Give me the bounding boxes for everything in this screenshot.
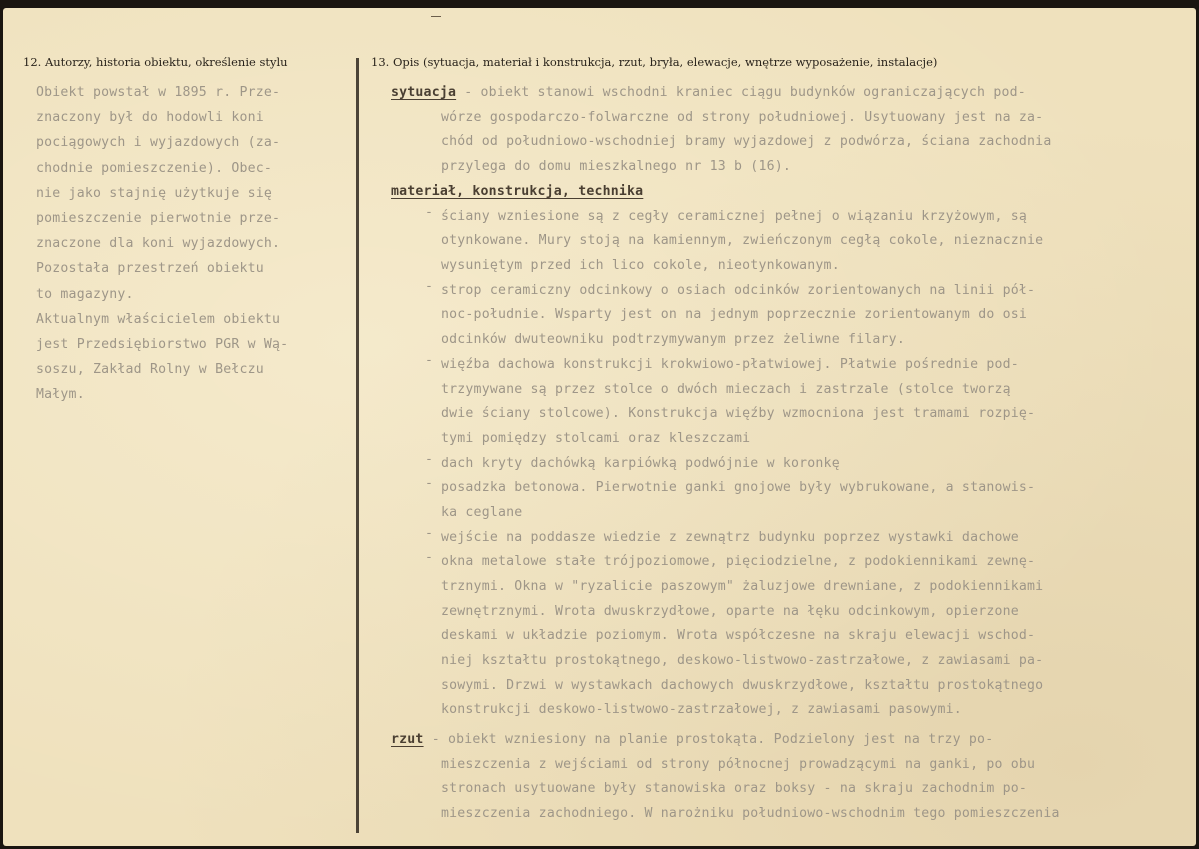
rzut-line: stronach usytuowane były stanowiska oraz boksy - na skraju zachodnim po- xyxy=(441,781,1028,797)
history-line: to magazyny. xyxy=(36,286,134,302)
history-line: nie jako stajnię użytkuje się xyxy=(36,185,273,201)
bullet-line: trznymi. Okna w "ryzalicie paszowym" żaluzjowe drewniane, z podokiennikami xyxy=(441,579,1044,594)
bullet-line: dwie ściany stolcowe). Konstrukcja więźby wzmocniona jest tramami rozpię- xyxy=(441,406,1036,422)
bullet-line: tymi pomiędzy stolcami oraz kleszczami xyxy=(441,430,751,446)
history-line: Pozostała przestrzeń obiektu xyxy=(36,261,264,277)
bullet-line: strop ceramiczny odcinkowy o osiach odcinków zorientowanych na linii pół- xyxy=(441,282,1036,298)
bullet-dash: - xyxy=(425,476,434,492)
bullet-line: posadzka betonowa. Pierwotnie ganki gnojowe były wybrukowane, a stanowis- xyxy=(441,480,1036,496)
material-heading-line xyxy=(391,180,1043,205)
sytuacja-heading: sytuacja xyxy=(391,85,457,100)
bullet-line: wysuniętym przed ich lico cokole, nieotynkowanym. xyxy=(441,258,840,274)
bullet-dash: - xyxy=(425,525,434,541)
history-line: Obiekt powstał w 1895 r. Prze- xyxy=(36,85,281,100)
bullet-line: deskami w układzie poziomym. Wrota współczesne na skraju elewacji wschod- xyxy=(441,628,1036,644)
material-section xyxy=(391,180,1043,723)
sytuacja-line: chód od południowo-wschodniej bramy wyjazdowej z podwórza, ściana zachodnia xyxy=(441,134,1052,150)
bullet-line: okna metalowe stałe trójpoziomowe, pięciodzielne, z podokiennikami zewnę- xyxy=(441,554,1036,570)
margin-mark xyxy=(431,16,441,17)
bullet-line: sowymi. Drzwi w wystawkach dachowych dwuskrzydłowe, kształtu prostokątnego xyxy=(441,677,1044,693)
rzut-line: mieszczenia z wejściami od strony północnej prowadzącymi na ganki, po obu xyxy=(441,756,1036,772)
history-line: znaczony był do hodowli koni xyxy=(36,110,264,126)
material-bullet xyxy=(391,452,1043,477)
bullet-line: dach kryty dachówką karpiówką podwójnie w koronkę xyxy=(441,455,840,471)
history-line: pomieszczenie pierwotnie prze- xyxy=(36,210,281,226)
material-bullet xyxy=(391,279,1043,353)
sytuacja-section xyxy=(391,81,1051,180)
material-bullet xyxy=(391,476,1043,525)
sytuacja-line: wórze gospodarczo-folwarczne od strony południowej. Usytuowany jest na za- xyxy=(441,109,1044,125)
history-line: soszu, Zakład Rolny w Bełczu xyxy=(36,362,264,378)
material-bullet xyxy=(391,205,1043,279)
sytuacja-text: - obiekt stanowi wschodni kraniec ciągu budynków ograniczających pod- xyxy=(456,85,1026,100)
bullet-line: noc-południe. Wsparty jest on na jednym poprzecznie zorientowanym do osi xyxy=(441,307,1028,323)
history-line: Aktualnym właścicielem obiektu xyxy=(36,311,281,327)
history-line: znaczone dla koni wyjazdowych. xyxy=(36,236,281,252)
sytuacja-first-line xyxy=(391,81,1051,106)
bullet-line: otynkowane. Mury stoją na kamiennym, zwieńczonym cegłą cokole, nieznacznie xyxy=(441,233,1044,249)
rzut-text: - obiekt wzniesiony na planie prostokąta. Podzielony jest na trzy po- xyxy=(423,732,994,747)
bullet-line: konstrukcji deskowo-listwowo-zastrzałowej, z zawiasami pasowymi. xyxy=(441,702,962,718)
history-line: pociągowych i wyjazdowych (za- xyxy=(36,135,281,151)
material-heading: materiał, konstrukcja, technika xyxy=(391,184,644,199)
bullet-dash: - xyxy=(425,352,434,368)
bullet-line: zewnętrznymi. Wrota dwuskrzydłowe, oparte na łęku odcinkowym, opierzone xyxy=(441,603,1019,619)
document-sheet xyxy=(3,8,1196,846)
bullet-line: ka ceglane xyxy=(441,504,523,520)
bullet-dash: - xyxy=(425,451,434,467)
material-bullet xyxy=(391,353,1043,452)
material-bullet xyxy=(391,526,1043,551)
bullet-line: ściany wzniesione są z cegły ceramicznej pełnej o wiązaniu krzyżowym, są xyxy=(441,208,1028,224)
right-section-header: 13. Opis (sytuacja, materiał i konstrukcja, rzut, bryła, elewacje, wnętrze wyposażenie, instalacje) xyxy=(371,55,938,69)
bullet-line: wejście na poddasze wiedzie z zewnątrz budynku poprzez wystawki dachowe xyxy=(441,529,1019,545)
bullet-dash: - xyxy=(425,550,434,566)
history-line: Małym. xyxy=(36,387,85,403)
history-text xyxy=(36,80,288,407)
bullet-dash: - xyxy=(425,204,434,220)
column-divider xyxy=(356,58,359,833)
bullet-dash: - xyxy=(425,278,434,294)
bullet-line: odcinków dwuteowniku podtrzymywanym przez żeliwne filary. xyxy=(441,332,905,348)
rzut-line: mieszczenia zachodniego. W narożniku południowo-wschodnim tego pomieszczenia xyxy=(441,806,1060,822)
history-line: jest Przedsiębiorstwo PGR w Wą- xyxy=(36,336,289,352)
history-line: chodnie pomieszczenie). Obec- xyxy=(36,160,273,176)
material-bullet xyxy=(391,550,1043,723)
left-section-header: 12. Autorzy, historia obiektu, określenie stylu xyxy=(23,55,288,69)
rzut-heading: rzut xyxy=(391,732,424,747)
bullet-line: więźba dachowa konstrukcji krokwiowo-płatwiowej. Płatwie pośrednie pod- xyxy=(441,356,1019,372)
bullet-line: niej kształtu prostokątnego, deskowo-listwowo-zastrzałowe, z zawiasami pa- xyxy=(441,653,1044,669)
rzut-first-line xyxy=(391,728,1060,753)
bullet-line: trzymywane są przez stolce o dwóch mieczach i zastrzale (stolce tworzą xyxy=(441,381,1011,397)
sytuacja-line: przylega do domu mieszkalnego nr 13 b (16). xyxy=(441,159,792,175)
rzut-section xyxy=(391,728,1060,827)
